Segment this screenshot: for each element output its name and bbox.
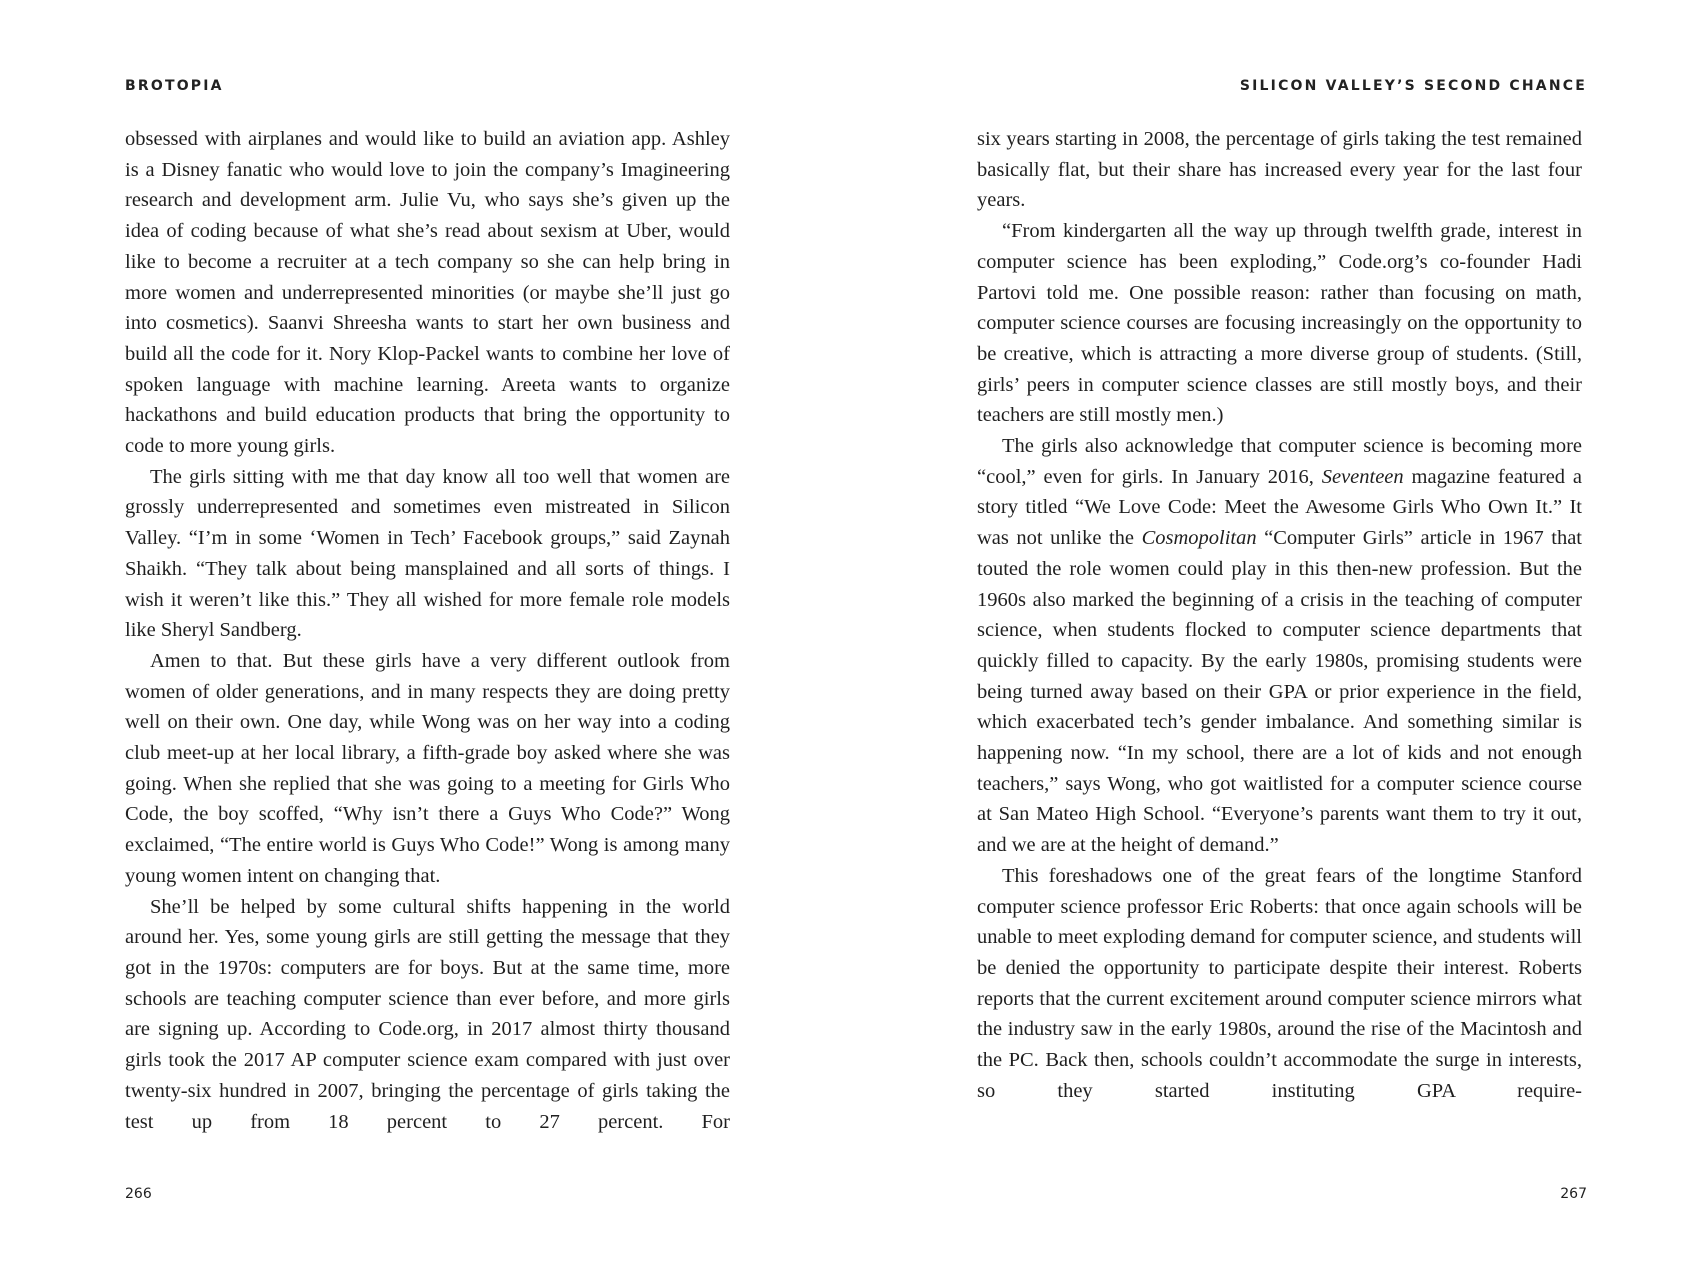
magazine-title: Cosmopolitan — [1141, 527, 1257, 550]
page-number: 267 — [1560, 1186, 1587, 1202]
paragraph — [977, 431, 1582, 861]
paragraph-text: The girls also acknowledge that computer science is becoming more “cool,” even for girls. In January 2016, — [977, 435, 1582, 488]
magazine-title: Seventeen — [1321, 465, 1404, 488]
paragraph: The girls sitting with me that day know all too well that women are grossly underrepresented and sometimes even mistreated in Silicon Valley. “I’m in some ‘Women in Tech’ Facebook groups,” said Zaynah Shaikh. “They talk about being mansplained and all sorts of things. I wish it weren’t like this.” They all wished for more female role models like Sheryl Sandberg. — [125, 465, 730, 642]
right-page — [850, 0, 1700, 1275]
page-number: 266 — [125, 1186, 152, 1202]
running-head-book-title: BROTOPIA — [125, 78, 224, 94]
paragraph: Amen to that. But these girls have a very different outlook from women of older generations, and in many respects they are doing pretty well on their own. One day, while Wong was on her way into a coding club meet-up at her local library, a fifth-grade boy asked where she was going. When she replied that she was going to a meeting for Girls Who Code, the boy scoffed, “Why isn’t there a Guys Who Code?” Wong exclaimed, “The entire world is Guys Who Code!” Wong is among many young women intent on changing that. — [125, 649, 730, 887]
right-page-body — [977, 124, 1582, 1107]
paragraph: This foreshadows one of the great fears of the longtime Stanford computer science professor Eric Roberts: that once again schools will be unable to meet exploding demand for computer science, and students will be denied the opportunity to participate despite their interest. Roberts reports that the current excitement around computer science mirrors what the industry saw in the early 1980s, around the rise of the Macintosh and the PC. Back then, schools couldn’t accommodate the surge in interests, so they started instituting GPA require- — [977, 864, 1582, 1102]
paragraph: obsessed with airplanes and would like to build an aviation app. Ashley is a Disney fanatic who would love to join the company’s Imagineering research and development arm. Julie Vu, who says she’s given up the idea of coding because of what she’s read about sexism at Uber, would like to become a recruiter at a tech company so she can help bring in more women and underrepresented minorities (or maybe she’ll just go into cosmetics). Saanvi Shreesha wants to start her own business and build all the code for it. Nory Klop-Packel wants to combine her love of spoken language with machine learning. Areeta wants to organize hackathons and build education products that bring the opportunity to code to more young girls. — [125, 128, 730, 458]
paragraph: “From kindergarten all the way up through twelfth grade, interest in computer science has been exploding,” Code.org’s co-founder Hadi Partovi told me. One possible reason: rather than focusing on math, computer science courses are focusing increasingly on the opportunity to be creative, which is attracting a more diverse group of students. (Still, girls’ peers in computer science classes are still mostly boys, and their teachers are still mostly men.) — [977, 220, 1582, 427]
left-page-body — [125, 124, 730, 1137]
paragraph-text: magazine featured a story titled “We Love Code: Meet the Awesome Girls Who Own It.” It was not unlike the — [977, 465, 1583, 550]
paragraph-text: “Computer Girls” article in 1967 that touted the role women could play in this then-new profession. But the 1960s also marked the beginning of a crisis in the teaching of computer science, when students flocked to computer science departments that quickly filled to capacity. By the early 1980s, promising students were being turned away based on their GPA or prior experience in the field, which exacerbated tech’s gender imbalance. And something similar is happening now. “In my school, there are a lot of kids and not enough teachers,” says Wong, who got waitlisted for a computer science course at San Mateo High School. “Everyone’s parents want them to try it out, and we are at the height of demand.” — [977, 527, 1582, 857]
paragraph: six years starting in 2008, the percentage of girls taking the test remained basically flat, but their share has increased every year for the last four years. — [977, 128, 1582, 212]
paragraph: She’ll be helped by some cultural shifts happening in the world around her. Yes, some young girls are still getting the message that they got in the 1970s: computers are for boys. But at the same time, more schools are teaching computer science than ever before, and more girls are signing up. According to Code.org, in 2017 almost thirty thousand girls took the 2017 AP computer science exam compared with just over twenty-six hundred in 2007, bringing the percentage of girls taking the test up from 18 percent to 27 percent. For — [125, 895, 730, 1133]
running-head-chapter-title: SILICON VALLEY’S SECOND CHANCE — [1239, 78, 1587, 94]
